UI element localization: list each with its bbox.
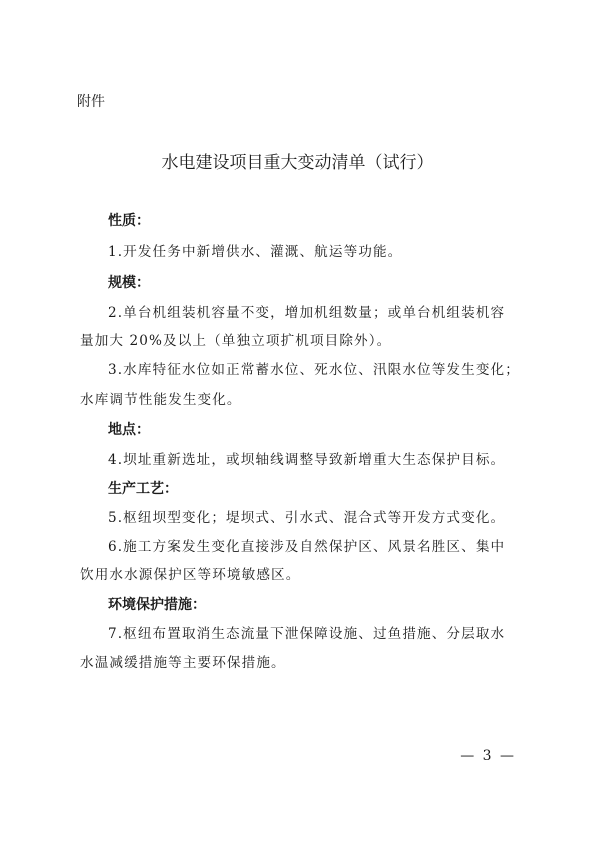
- document-title: 水电建设项目重大变动清单（试行）: [161, 153, 434, 173]
- item-6-line-2: 饮用水水源保护区等环境敏感区。: [80, 567, 301, 583]
- item-5-line-1: 5.枢纽坝型变化；堤坝式、引水式、混合式等开发方式变化。: [108, 510, 506, 526]
- item-2-line-2: 量加大 20%及以上（单独立项扩机项目除外）。: [80, 333, 392, 349]
- page-number: — 3 —: [460, 748, 516, 764]
- section-heading-process: 生产工艺：: [108, 481, 178, 497]
- item-6-line-1: 6.施工方案发生变化直接涉及自然保护区、风景名胜区、集中: [108, 539, 506, 555]
- section-heading-scale: 规模：: [108, 275, 150, 291]
- item-1-line-1: 1.开发任务中新增供水、灌溉、航运等功能。: [108, 244, 403, 260]
- section-heading-nature: 性质：: [108, 213, 150, 229]
- item-3-line-2: 水库调节性能发生变化。: [80, 392, 242, 408]
- item-2-line-1: 2.单台机组装机容量不变，增加机组数量；或单台机组装机容: [108, 305, 506, 321]
- item-3-line-1: 3.水库特征水位如正常蓄水位、死水位、汛限水位等发生变化；: [108, 362, 520, 378]
- item-4-line-1: 4.坝址重新选址，或坝轴线调整导致新增重大生态保护目标。: [108, 452, 506, 468]
- attachment-label: 附件: [77, 94, 105, 110]
- section-heading-environment: 环境保护措施：: [108, 597, 206, 613]
- item-7-line-2: 水温减缓措施等主要环保措施。: [80, 655, 286, 671]
- item-7-line-1: 7.枢纽布置取消生态流量下泄保障设施、过鱼措施、分层取水: [108, 626, 506, 642]
- section-heading-location: 地点：: [108, 422, 150, 438]
